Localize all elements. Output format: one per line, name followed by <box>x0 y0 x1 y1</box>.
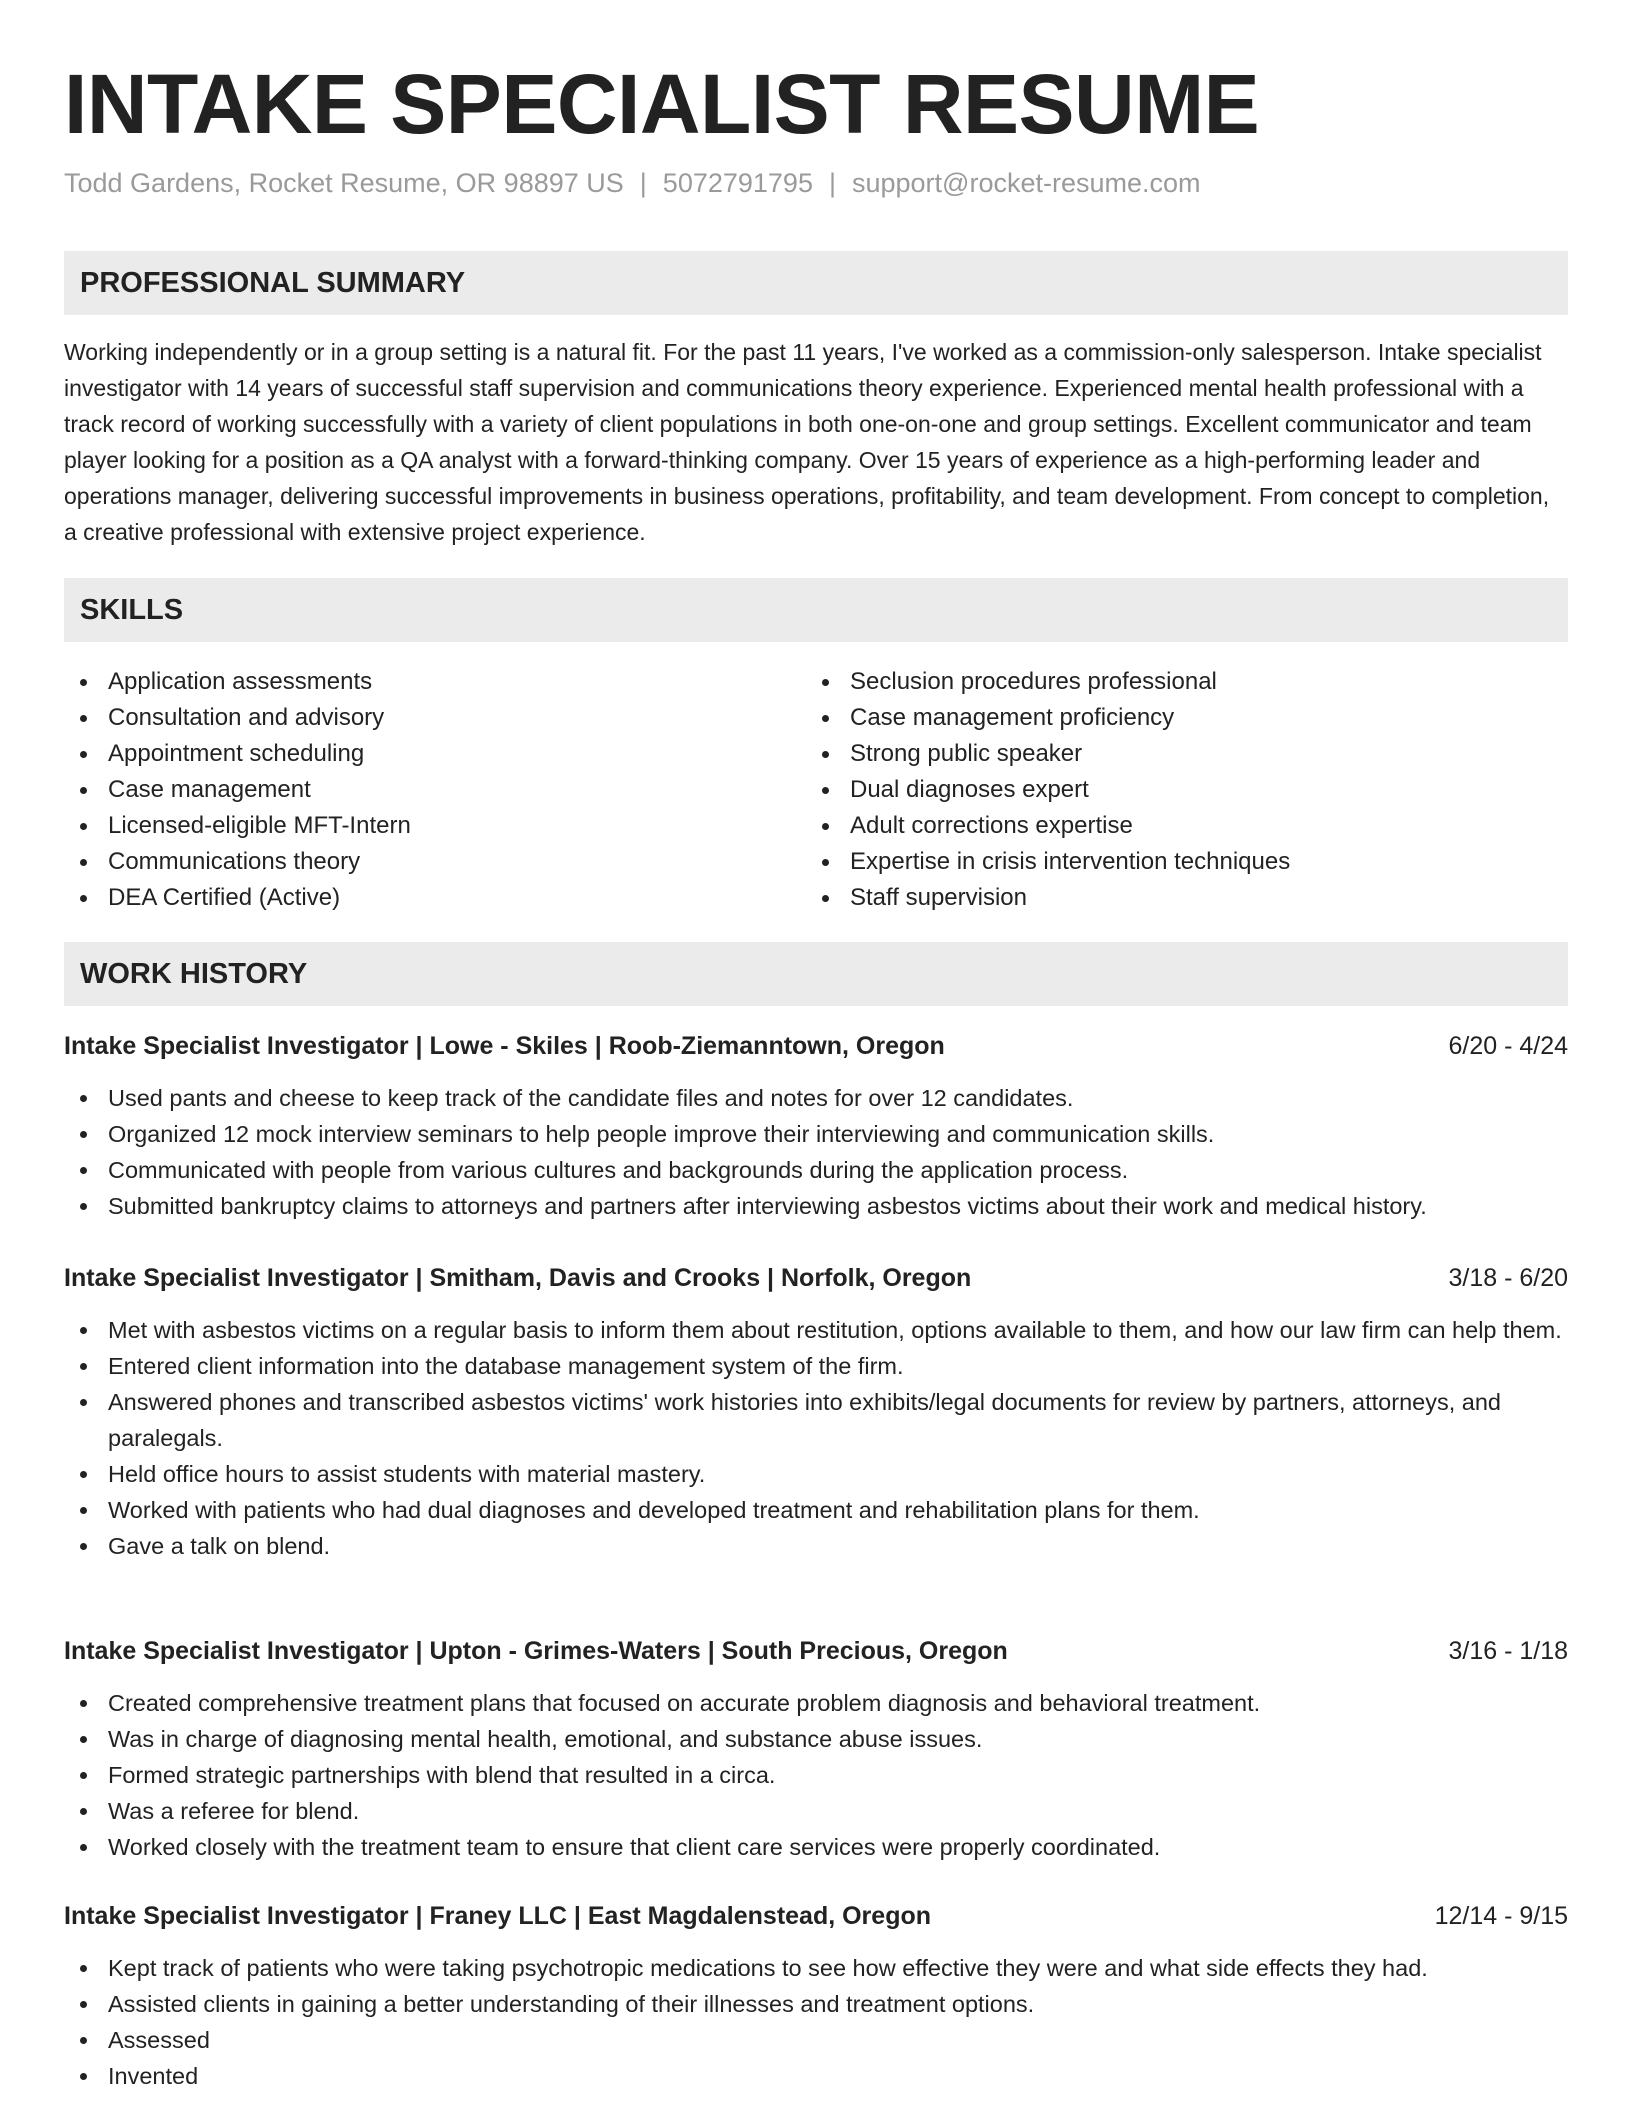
contact-line <box>64 166 1201 200</box>
skill-item: Licensed-eligible MFT-Intern <box>64 808 784 844</box>
section-heading-summary: PROFESSIONAL SUMMARY <box>64 251 1568 315</box>
job-bullet: Invented <box>64 2058 1568 2094</box>
section-heading-skills: SKILLS <box>64 578 1568 642</box>
skill-item: Staff supervision <box>806 880 1566 916</box>
job-bullet: Communicated with people from various cultures and backgrounds during the application process. <box>64 1152 1568 1188</box>
job-title: Intake Specialist Investigator | Upton - Grimes-Waters | South Precious, Oregon <box>64 1637 1008 1665</box>
job-bullet: Answered phones and transcribed asbestos victims' work histories into exhibits/legal documents for review by partners, attorneys, and paralegals. <box>64 1384 1568 1456</box>
skill-item: Appointment scheduling <box>64 736 784 772</box>
job-entry <box>64 1028 1568 1224</box>
job-bullet-list <box>64 1685 1568 1865</box>
contact-separator: | <box>828 168 836 198</box>
job-bullet-list <box>64 1312 1568 1564</box>
job-header <box>64 1633 1568 1669</box>
job-entry <box>64 1260 1568 1564</box>
job-bullet: Assessed <box>64 2022 1568 2058</box>
job-entry <box>64 1898 1568 2094</box>
skill-item: Consultation and advisory <box>64 700 784 736</box>
job-bullet: Formed strategic partnerships with blend that resulted in a circa. <box>64 1757 1568 1793</box>
skill-item: Expertise in crisis intervention techniques <box>806 844 1566 880</box>
job-bullet: Met with asbestos victims on a regular basis to inform them about restitution, options available to them, and how our law firm can help them. <box>64 1312 1568 1348</box>
contact-address: Todd Gardens, Rocket Resume, OR 98897 US <box>64 168 624 198</box>
job-dates: 6/20 - 4/24 <box>1448 1032 1568 1060</box>
job-bullet: Assisted clients in gaining a better understanding of their illnesses and treatment options. <box>64 1986 1568 2022</box>
resume-title: INTAKE SPECIALIST RESUME <box>64 57 1260 151</box>
job-bullet: Organized 12 mock interview seminars to help people improve their interviewing and communication skills. <box>64 1116 1568 1152</box>
job-bullet: Kept track of patients who were taking psychotropic medications to see how effective they were and what side effects they had. <box>64 1950 1568 1986</box>
skills-list-left <box>64 664 784 916</box>
skill-item: Dual diagnoses expert <box>806 772 1566 808</box>
summary-text: Working independently or in a group setting is a natural fit. For the past 11 years, I've worked as a commission-only salesperson. Intake specialist investigator with 14 years of successful staff supervision and communications theory experience. Experienced mental health professional with a track record of working successfully with a variety of client populations in both one-on-one and group settings. Excellent communicator and team player looking for a position as a QA analyst with a forward-thinking company. Over 15 years of experience as a high-performing leader and operations manager, delivering successful improvements in business operations, profitability, and team development. From concept to completion, a creative professional with extensive project experience. <box>64 339 1550 545</box>
job-title: Intake Specialist Investigator | Smitham, Davis and Crooks | Norfolk, Oregon <box>64 1264 972 1292</box>
skills-list-right <box>806 664 1566 916</box>
skill-item: Adult corrections expertise <box>806 808 1566 844</box>
job-bullet: Held office hours to assist students with material mastery. <box>64 1456 1568 1492</box>
job-title: Intake Specialist Investigator | Franey LLC | East Magdalenstead, Oregon <box>64 1902 932 1930</box>
job-header <box>64 1028 1568 1064</box>
contact-phone: 5072791795 <box>662 168 813 198</box>
job-bullet-list <box>64 1950 1568 2094</box>
contact-email: support@rocket-resume.com <box>851 168 1201 198</box>
job-bullet: Created comprehensive treatment plans that focused on accurate problem diagnosis and behavioral treatment. <box>64 1685 1568 1721</box>
job-entry <box>64 1633 1568 1865</box>
job-bullet: Submitted bankruptcy claims to attorneys and partners after interviewing asbestos victims about their work and medical history. <box>64 1188 1568 1224</box>
skill-item: Case management proficiency <box>806 700 1566 736</box>
skill-item: Seclusion procedures professional <box>806 664 1566 700</box>
skill-item: Case management <box>64 772 784 808</box>
job-dates: 12/14 - 9/15 <box>1434 1902 1568 1930</box>
job-title: Intake Specialist Investigator | Lowe - Skiles | Roob-Ziemanntown, Oregon <box>64 1032 945 1060</box>
job-bullet: Was a referee for blend. <box>64 1793 1568 1829</box>
job-bullet: Worked with patients who had dual diagnoses and developed treatment and rehabilitation plans for them. <box>64 1492 1568 1528</box>
job-bullet: Used pants and cheese to keep track of the candidate files and notes for over 12 candidates. <box>64 1080 1568 1116</box>
skill-item: DEA Certified (Active) <box>64 880 784 916</box>
job-bullet: Worked closely with the treatment team to ensure that client care services were properly coordinated. <box>64 1829 1568 1865</box>
skill-item: Strong public speaker <box>806 736 1566 772</box>
skill-item: Communications theory <box>64 844 784 880</box>
job-header <box>64 1260 1568 1296</box>
job-bullet: Gave a talk on blend. <box>64 1528 1568 1564</box>
job-dates: 3/18 - 6/20 <box>1448 1264 1568 1292</box>
job-bullet-list <box>64 1080 1568 1224</box>
job-bullet: Entered client information into the database management system of the firm. <box>64 1348 1568 1384</box>
job-dates: 3/16 - 1/18 <box>1448 1637 1568 1665</box>
section-heading-work-history: WORK HISTORY <box>64 942 1568 1006</box>
job-bullet: Was in charge of diagnosing mental health, emotional, and substance abuse issues. <box>64 1721 1568 1757</box>
skill-item: Application assessments <box>64 664 784 700</box>
contact-separator: | <box>639 168 647 198</box>
job-header <box>64 1898 1568 1934</box>
